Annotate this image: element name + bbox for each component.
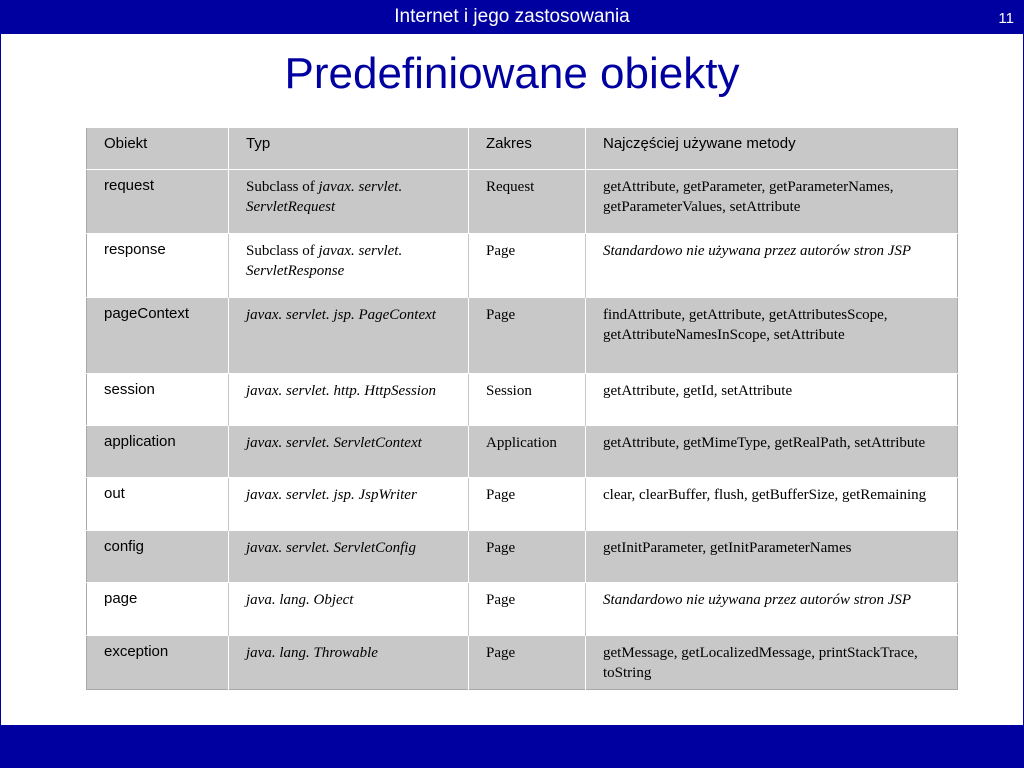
cell-obiekt: out [104,485,125,502]
cell-metody: getAttribute, getMimeType, getRealPath, setAttribute [586,426,958,478]
column-header-metody: Najczęściej używane metody [586,128,958,170]
slide-number: 11 [998,10,1014,27]
cell-metody: getInitParameter, getInitParameterNames [586,531,958,583]
frame-left-border [0,34,1,725]
cell-zakres: Page [469,298,586,374]
cell-metody: findAttribute, getAttribute, getAttributesScope, getAttributeNamesInScope, setAttribute [586,298,958,374]
objects-table [86,127,958,690]
table-row [87,170,958,234]
table-row [87,374,958,426]
cell-zakres: Page [469,234,586,298]
cell-zakres: Request [469,170,586,234]
cell-obiekt: request [104,177,155,194]
cell-obiekt: session [104,381,155,398]
presentation-title: Internet i jego zastosowania [394,6,630,27]
cell-metody: getMessage, getLocalizedMessage, printStackTrace, toString [586,636,958,690]
table-row [87,426,958,478]
table-row [87,583,958,636]
cell-zakres: Page [469,636,586,690]
cell-metody: Standardowo nie używana przez autorów stron JSP [586,234,958,298]
column-header-typ: Typ [229,128,469,170]
table-header-row [87,128,958,170]
table-row [87,531,958,583]
cell-zakres: Page [469,583,586,636]
cell-zakres: Page [469,478,586,531]
cell-typ [229,170,469,234]
cell-typ: javax. servlet. ServletConfig [229,531,469,583]
cell-obiekt: application [104,433,176,450]
typ-class: javax. servlet. ServletRequest [246,179,403,215]
typ-prefix: Subclass of [246,243,319,259]
column-header-obiekt: Obiekt [104,135,148,152]
slide-title: Predefiniowane obiekty [284,49,740,98]
table-row [87,298,958,374]
cell-typ: javax. servlet. jsp. PageContext [229,298,469,374]
column-header-zakres: Zakres [469,128,586,170]
cell-obiekt: config [104,538,145,555]
cell-typ [229,234,469,298]
cell-obiekt: pageContext [104,305,190,322]
bottom-bar [0,725,1024,768]
cell-obiekt: exception [104,643,169,660]
cell-zakres: Session [469,374,586,426]
cell-typ: javax. servlet. ServletContext [229,426,469,478]
cell-typ: java. lang. Throwable [229,636,469,690]
cell-metody: getAttribute, getParameter, getParameterNames, getParameterValues, setAttribute [586,170,958,234]
cell-typ: javax. servlet. jsp. JspWriter [229,478,469,531]
table-row [87,636,958,690]
table-row [87,478,958,531]
cell-typ: javax. servlet. http. HttpSession [229,374,469,426]
cell-typ: java. lang. Object [229,583,469,636]
table-row [87,234,958,298]
cell-metody: clear, clearBuffer, flush, getBufferSize, getRemaining [586,478,958,531]
cell-metody: getAttribute, getId, setAttribute [586,374,958,426]
cell-zakres: Application [469,426,586,478]
cell-obiekt: page [104,590,138,607]
cell-zakres: Page [469,531,586,583]
typ-prefix: Subclass of [246,179,319,195]
typ-class: javax. servlet. ServletResponse [246,243,403,279]
cell-obiekt: response [104,241,166,258]
cell-metody: Standardowo nie używana przez autorów stron JSP [586,583,958,636]
